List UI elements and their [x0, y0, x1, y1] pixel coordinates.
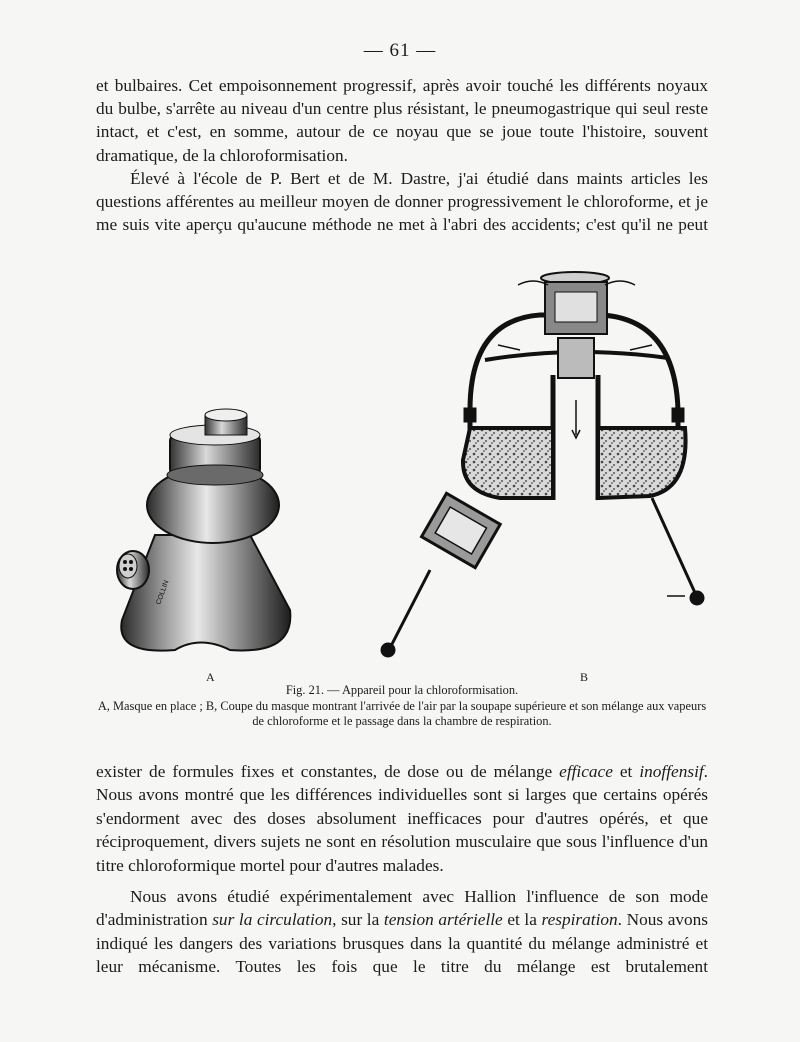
paragraph-1: et bulbaires. Cet empoisonnement progressif, après avoir touché les différents noyaux du bulbe, s'arrête au niveau d'un centre plus résistant, le pneumogastrique qui seul reste intact, et c'est, en somme, autour de ce noyau que se joue toute l'histoire, souvent dramatique, de la chloroformisation. [96, 76, 708, 165]
paragraph-4-text-1: Nous avons étudié expérimentalement avec Hallion l'influence de son mode d'administration [96, 887, 708, 930]
figure-legend: A, Masque en place ; B, Coupe du masque montrant l'arrivée de l'air par la soupape supérieure et son mélange aux vapeurs de chloroforme et le passage dans la chambre de respiration. [97, 699, 707, 728]
mask-b-section-drawing [381, 272, 704, 657]
paragraph-4-emphasis-2: tension artérielle [383, 910, 503, 930]
engraving-mark: COLLIN [155, 579, 171, 606]
paragraph-2: Élevé à l'école de P. Bert et de M. Dastre, j'ai étudié dans maints articles les questions afférentes au meilleur moyen de donner progressivement le chloroforme, et je me suis vite aperçu qu'aucune méthode ne met à l'abri des accidents; c'est qu'il ne peut [96, 168, 708, 235]
paragraph-4-emphasis-1: sur la circulation [212, 910, 333, 930]
paragraph-3-text-3: . Nous avons montré que les différences individuelles sont si larges que certains opérés s'endorment avec des doses absolument inefficaces pour d'autres opérés, et que réciproquement, divers sujets ne sont en résolution musculaire que sous l'influence d'un titre chloroformique mortel pour d'autres malades. [96, 762, 708, 875]
figure-title: Fig. 21. — Appareil pour la chloroformisation. [285, 683, 519, 697]
figure-label-a: A [206, 670, 215, 684]
paragraph-4-emphasis-3: respiration [541, 910, 618, 930]
top-text-block [96, 74, 708, 236]
mask-a-drawing [117, 409, 290, 651]
bottom-text-block [96, 760, 708, 979]
figure-illustrations [0, 260, 800, 680]
paragraph-3-emphasis-1: efficace [559, 762, 613, 781]
paragraph-4 [96, 885, 708, 979]
figure-label-b: B [580, 670, 589, 684]
paragraph-4-text-2: , sur la [332, 910, 384, 930]
paragraph-4-text-4: . Nous avons indiqué les dangers des variations brusques dans la quantité du mélange administré et leur mécanisme. Toutes les fois que le titre du mélange est brutalement [96, 910, 709, 977]
paragraph-3-text-2: et [612, 762, 640, 781]
figure-caption [96, 683, 708, 729]
paragraph-4-text-3: et la [502, 910, 542, 930]
paragraph-3 [96, 760, 708, 877]
figure-21 [0, 260, 800, 684]
page-number: — 61 — [363, 40, 437, 61]
paragraph-3-text-1: exister de formules fixes et constantes, de dose ou de mélange [96, 762, 560, 781]
paragraph-3-emphasis-2: inoffensif [639, 762, 704, 781]
